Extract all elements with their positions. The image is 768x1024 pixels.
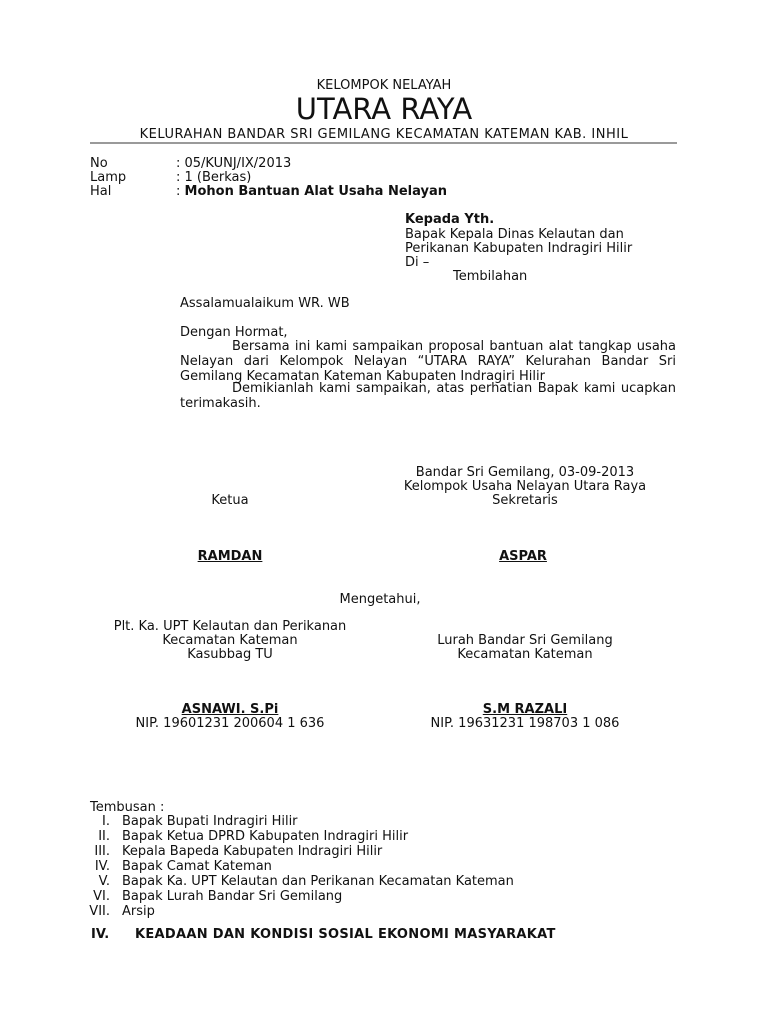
recipient-line-1: Bapak Kepala Dinas Kelautan dan xyxy=(405,227,624,242)
mengetahui: Mengetahui, xyxy=(339,592,421,607)
tembusan-item xyxy=(78,889,514,904)
tembusan-item xyxy=(78,859,514,874)
salam: Assalamualaikum WR. WB xyxy=(180,296,350,311)
sekretaris-title: Sekretaris xyxy=(492,493,558,508)
left-official-title-1: Plt. Ka. UPT Kelautan dan Perikanan xyxy=(113,619,347,634)
tembusan-item-text: Bapak Bupati Indragiri Hilir xyxy=(122,814,298,829)
tembusan-list xyxy=(78,814,514,919)
hormat: Dengan Hormat, xyxy=(180,325,288,340)
tembusan-item-text: Bapak Camat Kateman xyxy=(122,859,272,874)
tembusan-item-text: Bapak Lurah Bandar Sri Gemilang xyxy=(122,889,343,904)
no-label: No xyxy=(90,156,108,171)
recipient-greeting: Kepada Yth. xyxy=(405,212,495,227)
right-official-title-2: Kecamatan Kateman xyxy=(457,647,593,662)
tembusan-item-num: VII. xyxy=(89,904,110,919)
tembusan-item-num: II. xyxy=(98,829,110,844)
ketua-name: RAMDAN xyxy=(197,549,263,564)
right-official-title-1: Lurah Bandar Sri Gemilang xyxy=(437,633,613,648)
tembusan-item xyxy=(78,814,514,829)
letterhead-address: KELURAHAN BANDAR SRI GEMILANG KECAMATAN KATEMAN KAB. INHIL xyxy=(139,127,629,142)
no-value: : 05/KUNJ/IX/2013 xyxy=(176,156,292,171)
place-date: Bandar Sri Gemilang, 03-09-2013 xyxy=(415,465,635,480)
left-official-title-3: Kasubbag TU xyxy=(187,647,273,662)
hal-value: Mohon Bantuan Alat Usaha Nelayan xyxy=(184,184,447,199)
right-official-name: S.M RAZALI xyxy=(482,702,568,717)
tembusan-item-text: Kepala Bapeda Kabupaten Indragiri Hilir xyxy=(122,844,383,859)
tembusan-item-num: VI. xyxy=(93,889,110,904)
recipient-line-2: Perikanan Kabupaten Indragiri Hilir xyxy=(405,241,633,256)
tembusan-item-num: V. xyxy=(98,874,110,889)
left-official-title-2: Kecamatan Kateman xyxy=(162,633,298,648)
ketua-title: Ketua xyxy=(211,493,249,508)
left-official-name: ASNAWI. S.Pi xyxy=(181,702,279,717)
letterhead-name: UTARA RAYA xyxy=(295,92,473,126)
tembusan-item xyxy=(78,844,514,859)
tembusan-item-text: Bapak Ketua DPRD Kabupaten Indragiri Hilir xyxy=(122,829,409,844)
tembusan-item xyxy=(78,874,514,889)
body-paragraph-1-text: Bersama ini kami sampaikan proposal bantuan alat tangkap usaha Nelayan dari Kelompok Nelayan “UTARA RAYA” Kelurahan Bandar Sri Gemilang Kecamatan Kateman Kabupaten Indragiri Hilir xyxy=(180,339,676,384)
group-name: Kelompok Usaha Nelayan Utara Raya xyxy=(403,479,647,494)
sekretaris-name: ASPAR xyxy=(499,549,547,564)
right-official-nip: NIP. 19631231 198703 1 086 xyxy=(430,716,620,731)
tembusan-item xyxy=(78,829,514,844)
body-paragraph-1 xyxy=(180,339,676,384)
tembusan-item xyxy=(78,904,514,919)
body-paragraph-2 xyxy=(180,381,676,411)
tembusan-item-text: Arsip xyxy=(122,904,155,919)
hal-line xyxy=(176,184,447,199)
lamp-value: : 1 (Berkas) xyxy=(176,170,252,185)
recipient-line-4: Tembilahan xyxy=(453,269,528,284)
letterhead-rule xyxy=(90,142,677,144)
lamp-label: Lamp xyxy=(90,170,127,185)
hal-colon: : xyxy=(176,184,185,199)
tembusan-label: Tembusan : xyxy=(90,800,165,815)
body-paragraph-2-text: Demikianlah kami sampaikan, atas perhatian Bapak kami ucapkan terimakasih. xyxy=(180,381,676,411)
section-title: KEADAAN DAN KONDISI SOSIAL EKONOMI MASYARAKAT xyxy=(135,927,556,942)
recipient-line-3: Di – xyxy=(405,255,430,270)
tembusan-item-text: Bapak Ka. UPT Kelautan dan Perikanan Kecamatan Kateman xyxy=(122,874,514,889)
left-official-nip: NIP. 19601231 200604 1 636 xyxy=(135,716,325,731)
tembusan-item-num: I. xyxy=(102,814,110,829)
tembusan-item-num: III. xyxy=(94,844,110,859)
section-number: IV. xyxy=(91,927,110,942)
tembusan-item-num: IV. xyxy=(94,859,110,874)
hal-label: Hal xyxy=(90,184,112,199)
letterhead-org-line: KELOMPOK NELAYAH xyxy=(316,78,452,93)
